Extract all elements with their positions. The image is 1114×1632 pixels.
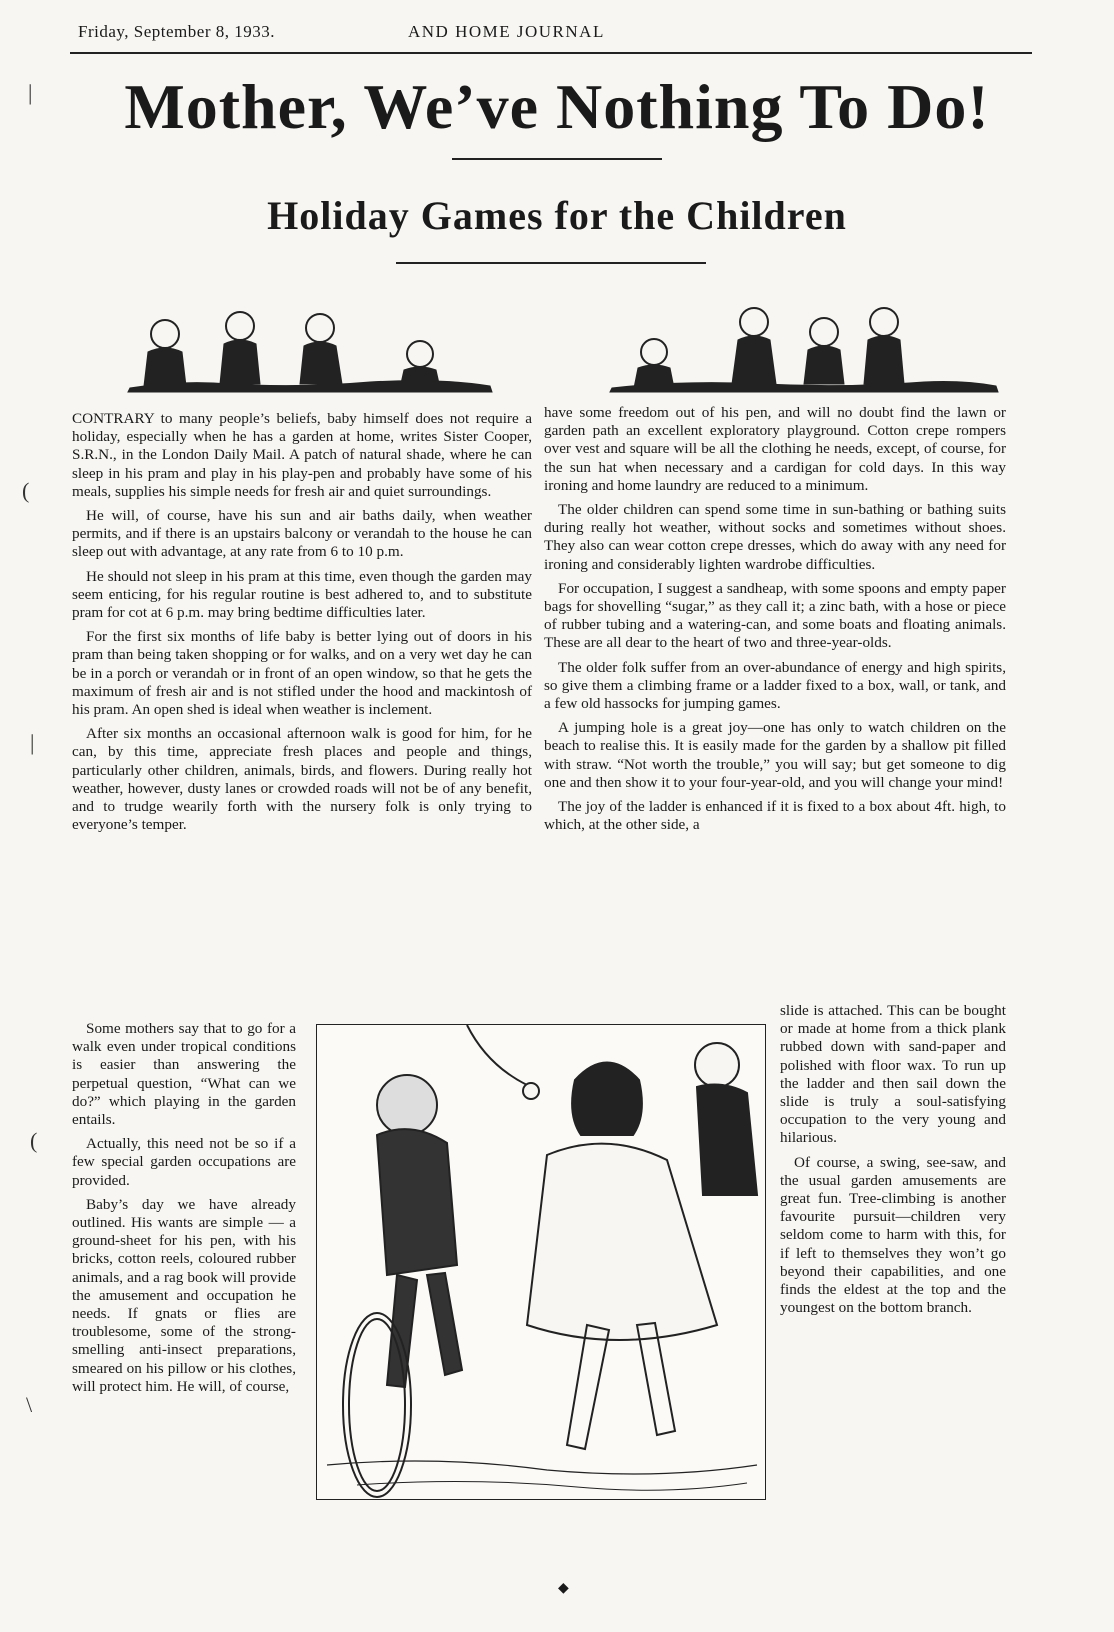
paragraph: He will, of course, have his sun and air baths daily, when weather permits, and if there is an upstairs balcony or verandah to the house he can sleep out with advantage, at any rate from 6 to 10 p.m. xyxy=(72,507,532,561)
margin-mark: \ xyxy=(26,1392,33,1417)
paragraph: For occupation, I suggest a sandheap, with some spoons and empty paper bags for shovelling “sugar,” as they call it; a zinc bath, with a hose or piece of rubber tubing and a watering-can, and some boats and floating animals. These are all dear to the heart of two and three-year-olds. xyxy=(544,579,1006,652)
children-vignette-left xyxy=(120,296,500,396)
margin-mark: | xyxy=(28,80,33,105)
paragraph: He should not sleep in his pram at this time, even though the garden may seem enticing, for his regular routine is best adhered to, and to substitute pram for cot at 6 p.m. may bring bedtime difficulties later. xyxy=(72,567,532,622)
bullet-mark-icon: ◆ xyxy=(558,1581,569,1596)
column-2 xyxy=(544,404,1006,840)
paragraph: Of course, a swing, see-saw, and the usual garden amusements are great fun. Tree-climbing is another favourite pursuit—children very seldom come to harm with this, for if left to themselves they won’t go beyond their capabilities, and one finds the eldest at the top and the youngest on the bottom branch. xyxy=(780,1153,1006,1317)
paragraph: CONTRARY to many people’s beliefs, baby himself does not require a holiday, especially when he has a garden at home, writes Sister Cooper, S.R.N., in the London Daily Mail. A patch of natural shade, where he can sleep in his pram and play in his play-pen and probably have some of his meals, supplies his simple needs for fresh air and quiet surroundings. xyxy=(72,410,532,500)
paragraph: have some freedom out of his pen, and will no doubt find the lawn or garden path an excellent exploratory playground. Cotton crepe rompers over vest and square will be all the clothing he needs, except, of course, for the sun hat when necessary and a cardigan for cold days. In this way ironing and home laundry are reduced to a minimum. xyxy=(544,404,1006,494)
paragraph: The older children can spend some time in sun-bathing or bathing suits during really hot weather, without socks and sometimes without shoes. They also can wear cotton crepe dresses, which do away with any need for ironing and considerably lighten wardrobe difficulties. xyxy=(544,501,1006,573)
subhead: Holiday Games for the Children xyxy=(267,193,847,238)
headline-rule xyxy=(452,158,662,160)
masthead xyxy=(78,22,1018,46)
illustration-drawing xyxy=(317,1025,765,1499)
paragraph: The older folk suffer from an over-abundance of energy and high spirits, so give them a climbing frame or a ladder fixed to a box, wall, or tank, and a few old hassocks for jumping games. xyxy=(544,658,1006,713)
paragraph: A jumping hole is a great joy—one has only to watch children on the beach to realise this. It is easily made for the garden by a shallow pit filled with straw. “Not worth the trouble,” you will say; but get someone to dig one and then show it to your four-year-old, and you will change your mind! xyxy=(544,719,1006,791)
masthead-journal: AND HOME JOURNAL xyxy=(408,22,605,41)
column-1 xyxy=(72,410,532,840)
margin-mark: | xyxy=(30,730,35,755)
paragraph: The joy of the ladder is enhanced if it is fixed to a box about 4ft. high, to which, at the other side, a xyxy=(544,798,1006,834)
subhead-rule xyxy=(396,262,706,264)
children-playing-illustration xyxy=(316,1024,766,1500)
column-3 xyxy=(780,1002,1006,1323)
paragraph: After six months an occasional afternoon walk is good for him, for he can, by this time, appreciate fresh places and people and things, particularly other children, animals, birds, and flowers. During really hot weather, however, dusty lanes or crowded roads will not be of any benefit, and to trudge wearily forth with the nursery folk is only trying to everyone’s temper. xyxy=(72,725,532,834)
column-1-continued xyxy=(72,1020,296,1402)
children-vignette-right xyxy=(604,296,1004,396)
paragraph: Baby’s day we have already outlined. His wants are simple — a ground-sheet for his pen, with his bricks, cotton reels, coloured rubber animals, and a rag book will provide the amusement and occupation he needs. If gnats or flies are troublesome, some of the strong-smelling anti-insect preparations, smeared on his pillow or his clothes, will protect him. He will, of course, xyxy=(72,1195,296,1395)
paragraph: For the first six months of life baby is better lying out of doors in his pram than being taken shopping or for walks, and on a very wet day he can be in a porch or verandah or in front of an open window, so that he gets the maximum of fresh air and is not stifled under the hood and mackintosh of his pram. An open shed is ideal when weather is inclement. xyxy=(72,628,532,719)
headline: Mother, We’ve Nothing To Do! xyxy=(124,71,990,142)
paragraph: Some mothers say that to go for a walk even under tropical conditions is easier than answering the perpetual question, “What can we do?” which playing in the garden entails. xyxy=(72,1020,296,1129)
margin-mark: ( xyxy=(30,1128,38,1153)
masthead-date: Friday, September 8, 1933. xyxy=(78,22,275,41)
paragraph: Actually, this need not be so if a few special garden occupations are provided. xyxy=(72,1135,296,1189)
masthead-rule xyxy=(70,52,1032,54)
margin-mark: ( xyxy=(22,478,30,503)
paragraph: slide is attached. This can be bought or made at home from a thick plank rubbed down with sand-paper and polished with floor wax. To run up the ladder and then sail down the slide is truly a soul-satisfying occupation to the very young and hilarious. xyxy=(780,1002,1006,1147)
